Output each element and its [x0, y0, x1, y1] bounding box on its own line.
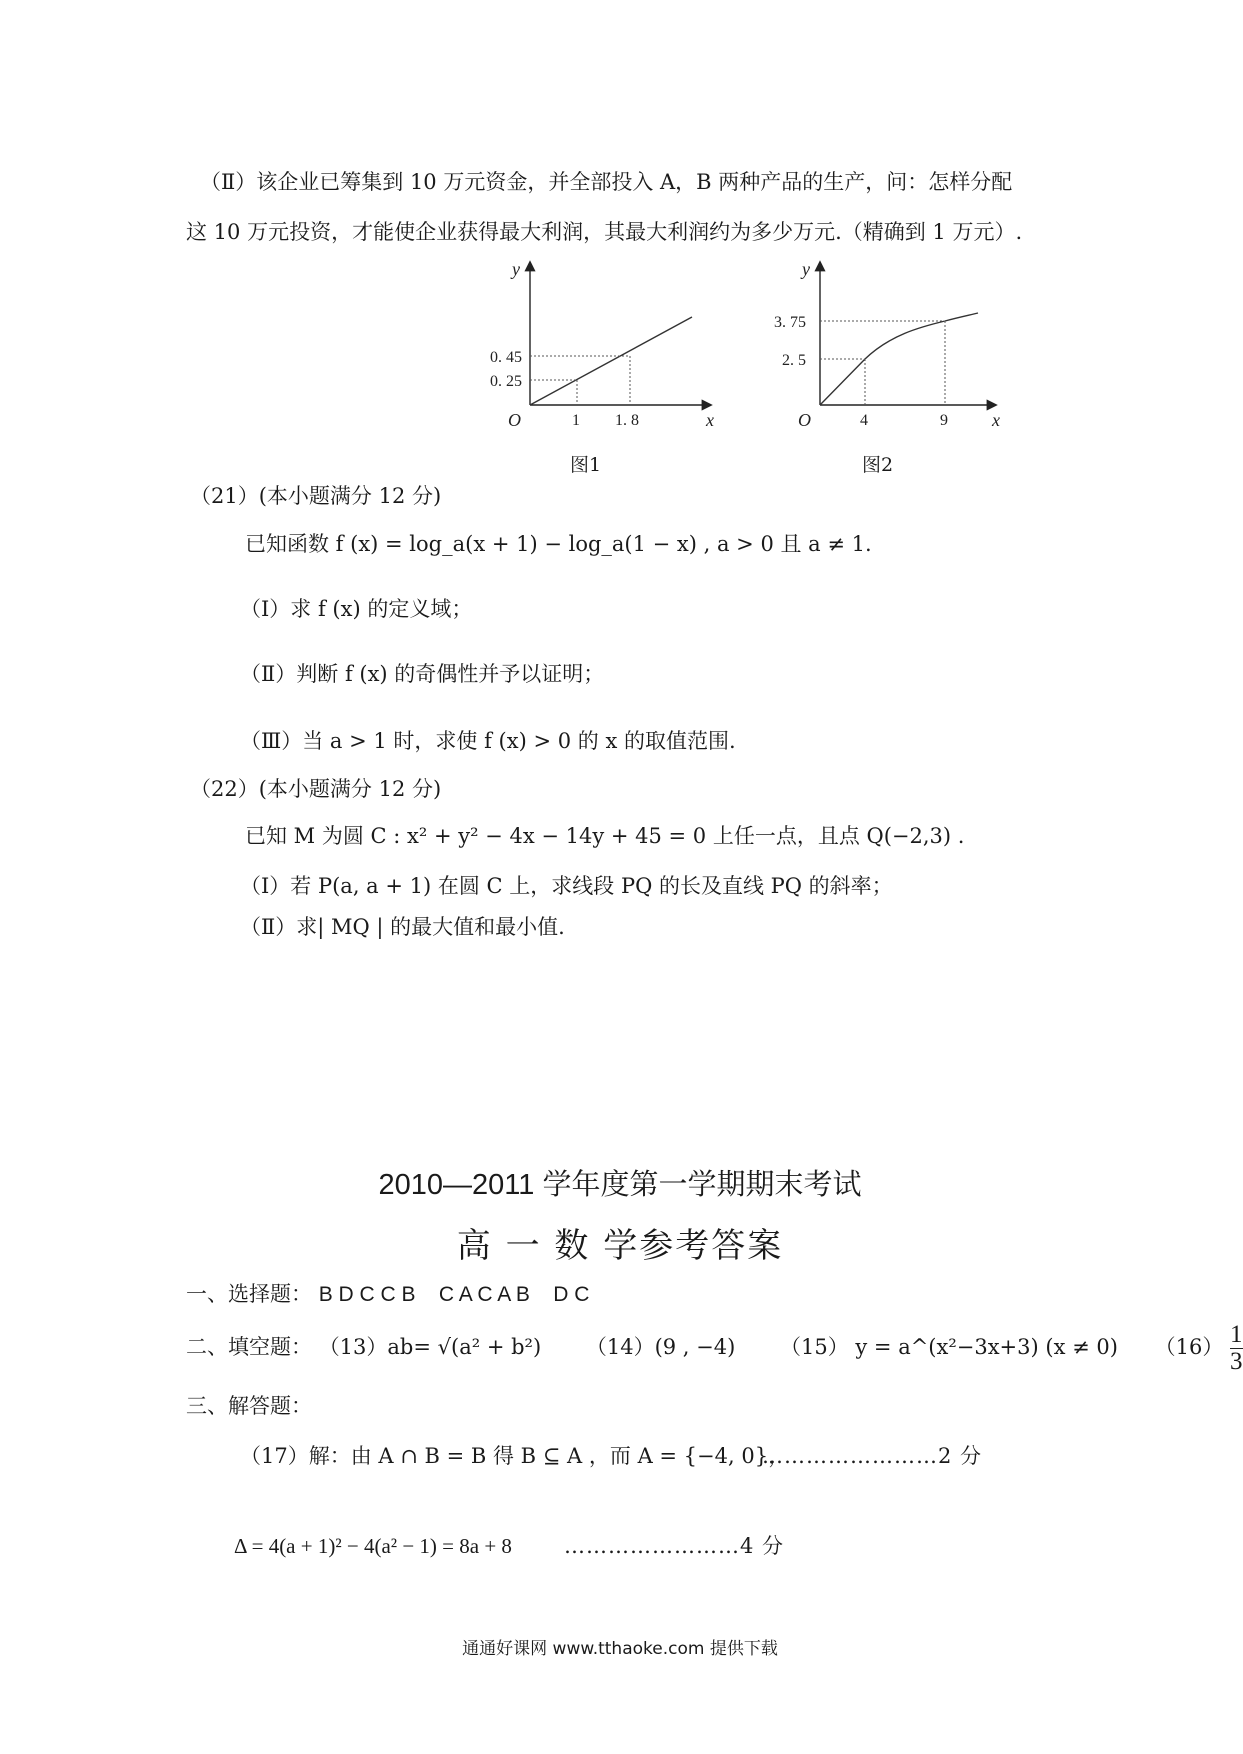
fill-15: （15） y = a^(x²−3x+3) (x ≠ 0): [779, 1335, 1118, 1359]
fill-row: [186, 1322, 1243, 1378]
fig1-axis-x-label: x: [706, 410, 714, 430]
delta-score: ……………………4 分: [564, 1534, 785, 1558]
page-footer: 通通好课网 www.tthaoke.com 提供下载: [462, 1639, 778, 1659]
answers-subtitle: 高 一 数 学参考答案: [456, 1226, 784, 1266]
fig2-curve-series: [820, 313, 978, 405]
fill-16-denominator: 3: [1230, 1348, 1243, 1375]
fill-label: 二、填空题：: [186, 1335, 312, 1359]
answers-title: 2010—2011 学年度第一学期期末考试: [378, 1169, 862, 1201]
fig2-axis-x-label: x: [992, 410, 1000, 430]
fig2-ytick-2: 3. 75: [774, 314, 806, 331]
solution-17: （17）解：由 A ∩ B = B 得 B ⊆ A ，而 A = {−4, 0}，: [240, 1444, 790, 1468]
solve-label: 三、解答题：: [186, 1394, 312, 1418]
q22-part1: （Ⅰ）若 P(a, a + 1) 在圆 C 上，求线段 PQ 的长及直线 PQ 的斜率；: [240, 874, 893, 898]
fig1-origin-label: O: [508, 410, 521, 430]
fig2-ytick-1: 2. 5: [782, 352, 806, 369]
q22-stem: 已知 M 为圆 C : x² + y² − 4x − 14y + 45 = 0 上任一点，且点 Q(−2,3) .: [245, 824, 965, 848]
choice-row: [186, 1280, 589, 1309]
delta-formula: Δ = 4(a + 1)² − 4(a² − 1) = 8a + 8: [234, 1534, 512, 1558]
choice-answers: B D C C B C A C A B D C: [318, 1283, 590, 1306]
fig2-xtick-1: 4: [860, 412, 868, 429]
q21-header: （21）(本小题满分 12 分): [190, 484, 442, 508]
figure-1-caption: 图1: [570, 454, 602, 476]
q22-part2: （Ⅱ）求| MQ | 的最大值和最小值.: [240, 915, 565, 939]
fig1-line-series: [530, 317, 692, 405]
q21-stem: 已知函数 f (x) = log_a(x + 1) − log_a(1 − x) , a > 0 且 a ≠ 1.: [245, 532, 872, 556]
part2-line2: 这 10 万元投资，才能使企业获得最大利润，其最大利润约为多少万元.（精确到 1 万元）.: [186, 220, 1023, 244]
q21-part1: （Ⅰ）求 f (x) 的定义域；: [240, 597, 473, 621]
fig2-origin-label: O: [798, 410, 811, 430]
fill-16-fraction: [1230, 1322, 1243, 1375]
part2-line1: （Ⅱ）该企业已筹集到 10 万元资金，并全部投入 A，B 两种产品的生产，问：怎样分配: [200, 170, 1013, 194]
fig2-xtick-2: 9: [940, 412, 948, 429]
q22-header: （22）(本小题满分 12 分): [190, 777, 442, 801]
fig1-ytick-2: 0. 45: [490, 349, 522, 366]
q21-part2: （Ⅱ）判断 f (x) 的奇偶性并予以证明；: [240, 662, 605, 686]
figure-1-graph: [470, 255, 730, 430]
fig1-axis-y-label: y: [512, 259, 520, 279]
fig2-axis-y-label: y: [802, 259, 810, 279]
fig1-xtick-2: 1. 8: [615, 412, 639, 429]
figure-2-graph: [760, 255, 1010, 430]
fill-16-label: （16）: [1154, 1335, 1224, 1359]
fill-13: （13）ab= √(a² + b²): [318, 1335, 542, 1359]
fig1-xtick-1: 1: [572, 412, 580, 429]
choice-label: 一、选择题：: [186, 1282, 312, 1306]
fill-14: （14）(9 , −4): [585, 1335, 736, 1359]
solution-17-score: ……………………2 分: [762, 1444, 983, 1468]
fill-16-numerator: 1: [1230, 1321, 1243, 1348]
q21-part3: （Ⅲ）当 a > 1 时，求使 f (x) > 0 的 x 的取值范围.: [240, 729, 736, 753]
fig1-ytick-1: 0. 25: [490, 373, 522, 390]
figure-2-caption: 图2: [862, 454, 894, 476]
